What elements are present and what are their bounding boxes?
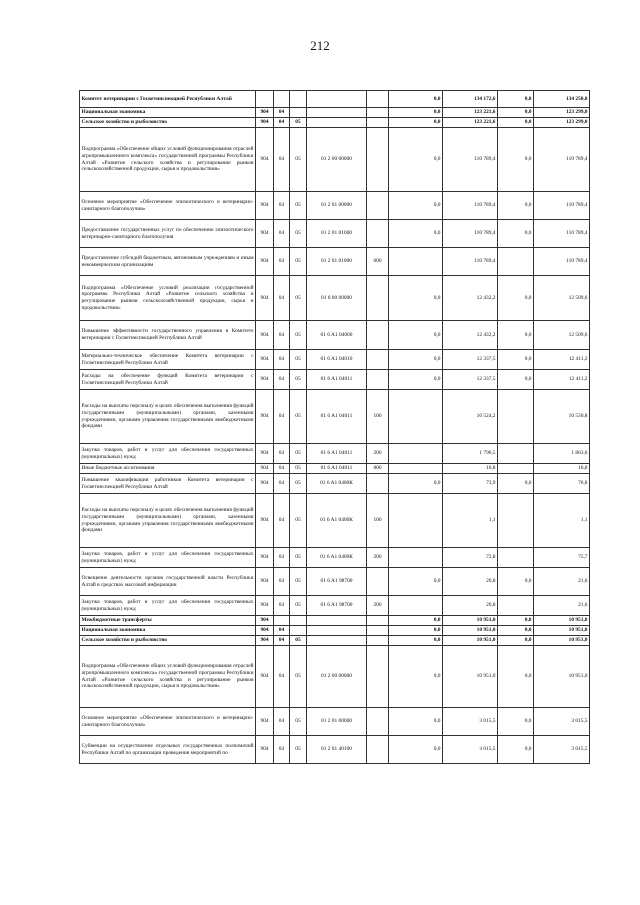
subsection-code-cell: 05 [290, 276, 307, 321]
amount-cell-3 [498, 494, 534, 548]
ministry-code-cell: 904 [256, 464, 274, 474]
amount-cell-1 [389, 494, 443, 548]
expense-type-code-cell [367, 276, 389, 321]
ministry-code-cell: 904 [256, 370, 274, 390]
amount-cell-3 [498, 548, 534, 568]
amount-cell-3 [498, 248, 534, 276]
section-code-cell: 04 [274, 548, 290, 568]
section-code-cell: 04 [274, 192, 290, 220]
amount-cell-2: 12 432,2 [443, 321, 498, 350]
amount-cell-3 [498, 390, 534, 444]
amount-cell-4: 3 015,5 [534, 708, 590, 736]
amount-cell-1: 0,0 [389, 616, 443, 626]
amount-cell-3: 0,0 [498, 118, 534, 128]
subsection-code-cell [290, 108, 307, 118]
section-code-cell: 04 [274, 646, 290, 708]
amount-cell-4: 12 509,6 [534, 321, 590, 350]
expense-type-code-cell: 100 [367, 494, 389, 548]
target-item-code-cell: 01 2 01 01000 [307, 248, 367, 276]
ministry-code-cell: 904 [256, 636, 274, 646]
target-item-code-cell [307, 626, 367, 636]
ministry-code-cell: 904 [256, 646, 274, 708]
amount-cell-4: 16,8 [534, 464, 590, 474]
amount-cell-1 [389, 464, 443, 474]
amount-cell-2: 72,8 [443, 548, 498, 568]
amount-cell-4: 76,8 [534, 474, 590, 494]
subsection-code-cell: 05 [290, 568, 307, 596]
table-row [80, 464, 590, 474]
ministry-code-cell: 904 [256, 108, 274, 118]
amount-cell-1 [389, 548, 443, 568]
amount-cell-3: 0,0 [498, 636, 534, 646]
amount-cell-3: 0,0 [498, 276, 534, 321]
expense-type-code-cell [367, 568, 389, 596]
section-code-cell: 04 [274, 636, 290, 646]
amount-cell-1: 0,0 [389, 646, 443, 708]
table-row [80, 444, 590, 464]
expense-type-code-cell: 200 [367, 444, 389, 464]
section-code-cell: 04 [274, 128, 290, 192]
expense-type-code-cell: 600 [367, 248, 389, 276]
amount-cell-1: 0,0 [389, 708, 443, 736]
amount-cell-1 [389, 390, 443, 444]
item-name-cell: Субвенции на осуществление отдельных государственных полномочий Республики Алтай по организации проведения мероприятий по [80, 736, 256, 764]
amount-cell-1: 0,0 [389, 118, 443, 128]
section-code-cell: 04 [274, 118, 290, 128]
subsection-code-cell: 05 [290, 390, 307, 444]
ministry-code-cell: 904 [256, 220, 274, 248]
expense-type-code-cell [367, 220, 389, 248]
amount-cell-2: 3 015,5 [443, 736, 498, 764]
subsection-code-cell: 05 [290, 736, 307, 764]
item-name-cell: Подпрограмма «Обеспечение условий реализации государственной программы Республики Алтай «Развитие сельского хозяйства и регулирование рынков сельскохозяйственной продукции, сырья и продовольствия» [80, 276, 256, 321]
expense-type-code-cell [367, 108, 389, 118]
amount-cell-3: 0,0 [498, 350, 534, 370]
budget-table [79, 90, 590, 764]
ministry-code-cell [256, 91, 274, 108]
subsection-code-cell: 05 [290, 464, 307, 474]
amount-cell-1: 0,0 [389, 321, 443, 350]
amount-cell-2: 110 789,4 [443, 192, 498, 220]
amount-cell-4: 12 509,6 [534, 276, 590, 321]
expense-type-code-cell: 200 [367, 596, 389, 616]
amount-cell-2: 110 789,4 [443, 128, 498, 192]
subsection-code-cell: 05 [290, 596, 307, 616]
table-row [80, 736, 590, 764]
amount-cell-2: 12 337,5 [443, 350, 498, 370]
section-code-cell: 04 [274, 248, 290, 276]
amount-cell-2: 20,8 [443, 568, 498, 596]
item-name-cell: Национальная экономика [80, 108, 256, 118]
subsection-code-cell: 05 [290, 494, 307, 548]
amount-cell-1: 0,0 [389, 108, 443, 118]
amount-cell-3 [498, 596, 534, 616]
target-item-code-cell: 01 2 01 00000 [307, 192, 367, 220]
subsection-code-cell [290, 626, 307, 636]
amount-cell-2: 110 789,4 [443, 248, 498, 276]
subsection-code-cell [290, 616, 307, 626]
section-code-cell: 04 [274, 276, 290, 321]
table-row [80, 108, 590, 118]
item-name-cell: Основное мероприятие «Обеспечение эпизоотического и ветеринарно-санитарного благополучия» [80, 708, 256, 736]
amount-cell-1: 0,0 [389, 626, 443, 636]
section-code-cell: 04 [274, 568, 290, 596]
table-row [80, 128, 590, 192]
ministry-code-cell: 904 [256, 390, 274, 444]
item-name-cell: Сельское хозяйство и рыболовство [80, 636, 256, 646]
target-item-code-cell: 01 6 A1 04011 [307, 390, 367, 444]
amount-cell-2: 12 432,2 [443, 276, 498, 321]
amount-cell-4: 123 299,0 [534, 108, 590, 118]
section-code-cell: 04 [274, 390, 290, 444]
target-item-code-cell: 01 6 A1 04010 [307, 350, 367, 370]
amount-cell-4: 110 789,4 [534, 128, 590, 192]
amount-cell-3: 0,0 [498, 128, 534, 192]
amount-cell-3: 0,0 [498, 474, 534, 494]
subsection-code-cell: 05 [290, 708, 307, 736]
subsection-code-cell: 05 [290, 350, 307, 370]
subsection-code-cell: 05 [290, 192, 307, 220]
expense-type-code-cell [367, 626, 389, 636]
subsection-code-cell: 05 [290, 248, 307, 276]
item-name-cell: Национальная экономика [80, 626, 256, 636]
table-row [80, 248, 590, 276]
table-row [80, 708, 590, 736]
ministry-code-cell: 904 [256, 118, 274, 128]
amount-cell-1 [389, 248, 443, 276]
subsection-code-cell: 05 [290, 646, 307, 708]
amount-cell-3: 0,0 [498, 616, 534, 626]
amount-cell-2: 10 524,2 [443, 390, 498, 444]
ministry-code-cell: 904 [256, 626, 274, 636]
section-code-cell: 04 [274, 626, 290, 636]
table-row [80, 276, 590, 321]
amount-cell-3: 0,0 [498, 626, 534, 636]
amount-cell-1: 0,0 [389, 128, 443, 192]
item-name-cell: Расходы на выплаты персоналу в целях обеспечения выполнения функций государственными (муниципальными) органами, казенными учреждениями, органами управления государственными внебюджетными фондами [80, 494, 256, 548]
amount-cell-1: 0,0 [389, 192, 443, 220]
section-code-cell: 04 [274, 444, 290, 464]
ministry-code-cell: 904 [256, 474, 274, 494]
table-row [80, 494, 590, 548]
amount-cell-2: 20,8 [443, 596, 498, 616]
amount-cell-1: 0,0 [389, 568, 443, 596]
ministry-code-cell: 904 [256, 444, 274, 464]
target-item-code-cell: 01 2 00 00000 [307, 646, 367, 708]
item-name-cell: Освещение деятельности органов государственной власти Республики Алтай в средствах массовой информации [80, 568, 256, 596]
subsection-code-cell: 05 [290, 220, 307, 248]
subsection-code-cell: 05 [290, 444, 307, 464]
expense-type-code-cell [367, 636, 389, 646]
table-row [80, 626, 590, 636]
ministry-code-cell: 904 [256, 568, 274, 596]
amount-cell-1: 0,0 [389, 370, 443, 390]
amount-cell-3: 0,0 [498, 708, 534, 736]
amount-cell-4: 21,6 [534, 568, 590, 596]
table-row [80, 474, 590, 494]
ministry-code-cell: 904 [256, 708, 274, 736]
expense-type-code-cell [367, 474, 389, 494]
amount-cell-2: 10 951,0 [443, 636, 498, 646]
amount-cell-1: 0,0 [389, 350, 443, 370]
amount-cell-3: 0,0 [498, 220, 534, 248]
target-item-code-cell: 01 6 00 00000 [307, 276, 367, 321]
ministry-code-cell: 904 [256, 548, 274, 568]
table-row [80, 350, 590, 370]
target-item-code-cell: 01 6 A1 04011 [307, 444, 367, 464]
amount-cell-3: 0,0 [498, 91, 534, 108]
item-name-cell: Материально-техническое обеспечение Комитета ветеринарии с Госветинспекцией Республики Алтай [80, 350, 256, 370]
amount-cell-1: 0,0 [389, 736, 443, 764]
section-code-cell: 04 [274, 736, 290, 764]
ministry-code-cell: 904 [256, 276, 274, 321]
amount-cell-4: 10 951,0 [534, 636, 590, 646]
item-name-cell: Подпрограмма «Обеспечение общих условий функционирования отраслей агропромышленного комплекса» государственной программы Республики Алтай «Развитие сельского хозяйства и регулирование рынков сельскохозяйственной продукции, сырья и продовольствия» [80, 128, 256, 192]
amount-cell-1: 0,0 [389, 91, 443, 108]
item-name-cell: Подпрограмма «Обеспечение общих условий функционирования отраслей агропромышленного комплекса» государственной программы Республики Алтай «Развитие сельского хозяйства и регулирование рынков сельскохозяйственной продукции, сырья и продовольствия» [80, 646, 256, 708]
amount-cell-1: 0,0 [389, 474, 443, 494]
section-code-cell: 04 [274, 494, 290, 548]
item-name-cell: Предоставление субсидий бюджетным, автономным учреждениям и иным некоммерческим организациям [80, 248, 256, 276]
amount-cell-2: 123 221,6 [443, 108, 498, 118]
target-item-code-cell: 01 6 A1 98700 [307, 596, 367, 616]
expense-type-code-cell: 200 [367, 548, 389, 568]
expense-type-code-cell [367, 321, 389, 350]
item-name-cell: Иные бюджетные ассигнования [80, 464, 256, 474]
target-item-code-cell: 01 2 00 00000 [307, 128, 367, 192]
amount-cell-4: 10 951,0 [534, 626, 590, 636]
item-name-cell: Основное мероприятие «Обеспечение эпизоотического и ветеринарно-санитарного благополучия» [80, 192, 256, 220]
item-name-cell: Повышение квалификации работников Комитета ветеринарии с Госветинспекцией Республики Алтай [80, 474, 256, 494]
expense-type-code-cell [367, 708, 389, 736]
subsection-code-cell: 05 [290, 548, 307, 568]
expense-type-code-cell [367, 616, 389, 626]
item-name-cell: Закупка товаров, работ и услуг для обеспечения государственных (муниципальных) нужд [80, 548, 256, 568]
ministry-code-cell: 904 [256, 321, 274, 350]
expense-type-code-cell [367, 118, 389, 128]
amount-cell-4: 110 789,4 [534, 192, 590, 220]
item-name-cell: Закупка товаров, работ и услуг для обеспечения государственных (муниципальных) нужд [80, 596, 256, 616]
target-item-code-cell [307, 636, 367, 646]
amount-cell-1 [389, 444, 443, 464]
amount-cell-1: 0,0 [389, 220, 443, 248]
amount-cell-2: 16,8 [443, 464, 498, 474]
amount-cell-2: 10 951,0 [443, 616, 498, 626]
subsection-code-cell: 05 [290, 321, 307, 350]
amount-cell-2: 3 015,5 [443, 708, 498, 736]
ministry-code-cell: 904 [256, 494, 274, 548]
amount-cell-3: 0,0 [498, 646, 534, 708]
amount-cell-2: 73,9 [443, 474, 498, 494]
amount-cell-2: 134 172,6 [443, 91, 498, 108]
amount-cell-4: 110 789,4 [534, 220, 590, 248]
item-name-cell: Закупка товаров, работ и услуг для обеспечения государственных (муниципальных) нужд [80, 444, 256, 464]
amount-cell-2: 1,1 [443, 494, 498, 548]
section-code-cell [274, 616, 290, 626]
expense-type-code-cell [367, 128, 389, 192]
budget-table-body [80, 91, 590, 764]
section-code-cell: 04 [274, 350, 290, 370]
amount-cell-4: 12 411,2 [534, 350, 590, 370]
amount-cell-1: 0,0 [389, 636, 443, 646]
amount-cell-1: 0,0 [389, 276, 443, 321]
item-name-cell: Сельское хозяйство и рыболовство [80, 118, 256, 128]
amount-cell-3: 0,0 [498, 108, 534, 118]
subsection-code-cell: 05 [290, 128, 307, 192]
amount-cell-3 [498, 444, 534, 464]
item-name-cell: Предоставление государственных услуг по обеспечению эпизоотического ветеринарно-санитарного благополучия [80, 220, 256, 248]
table-row [80, 636, 590, 646]
expense-type-code-cell [367, 192, 389, 220]
table-row [80, 548, 590, 568]
expense-type-code-cell [367, 91, 389, 108]
subsection-code-cell: 05 [290, 474, 307, 494]
table-row [80, 616, 590, 626]
amount-cell-4: 1 863,6 [534, 444, 590, 464]
subsection-code-cell: 05 [290, 118, 307, 128]
amount-cell-4: 3 015,5 [534, 736, 590, 764]
section-code-cell: 04 [274, 370, 290, 390]
target-item-code-cell: 01 6 A1 04011 [307, 464, 367, 474]
expense-type-code-cell [367, 646, 389, 708]
table-row [80, 390, 590, 444]
amount-cell-3: 0,0 [498, 370, 534, 390]
table-row [80, 370, 590, 390]
amount-cell-2: 10 951,0 [443, 646, 498, 708]
amount-cell-2: 1 796,5 [443, 444, 498, 464]
amount-cell-3: 0,0 [498, 736, 534, 764]
table-row [80, 192, 590, 220]
target-item-code-cell: 01 6 A1 0400К [307, 494, 367, 548]
amount-cell-3: 0,0 [498, 568, 534, 596]
ministry-code-cell: 904 [256, 736, 274, 764]
table-row [80, 91, 590, 108]
amount-cell-4: 10 530,8 [534, 390, 590, 444]
target-item-code-cell: 01 2 01 01000 [307, 220, 367, 248]
target-item-code-cell [307, 616, 367, 626]
item-name-cell: Межбюджетные трансферты [80, 616, 256, 626]
expense-type-code-cell: 800 [367, 464, 389, 474]
ministry-code-cell: 904 [256, 350, 274, 370]
amount-cell-3: 0,0 [498, 192, 534, 220]
subsection-code-cell: 05 [290, 370, 307, 390]
table-row [80, 321, 590, 350]
amount-cell-4: 10 951,0 [534, 616, 590, 626]
amount-cell-4: 134 250,0 [534, 91, 590, 108]
item-name-cell: Расходы на обеспечение функций Комитета ветеринарии с Госветинспекцией Республики Алтай [80, 370, 256, 390]
amount-cell-2: 123 221,6 [443, 118, 498, 128]
target-item-code-cell [307, 108, 367, 118]
table-row [80, 596, 590, 616]
target-item-code-cell: 01 6 A1 0400К [307, 548, 367, 568]
section-code-cell: 04 [274, 464, 290, 474]
expense-type-code-cell [367, 736, 389, 764]
table-row [80, 118, 590, 128]
item-name-cell: Повышение эффективности государственного управления в Комитете ветеринарии с Госветинспекцией Республики Алтай [80, 321, 256, 350]
amount-cell-4: 123 299,0 [534, 118, 590, 128]
amount-cell-1 [389, 596, 443, 616]
target-item-code-cell: 01 6 A1 98700 [307, 568, 367, 596]
page-number: 212 [310, 38, 330, 53]
target-item-code-cell [307, 118, 367, 128]
amount-cell-3: 0,0 [498, 321, 534, 350]
ministry-code-cell: 904 [256, 596, 274, 616]
amount-cell-4: 110 789,4 [534, 248, 590, 276]
amount-cell-2: 10 951,0 [443, 626, 498, 636]
target-item-code-cell: 01 6 A1 0400К [307, 474, 367, 494]
target-item-code-cell: 01 2 01 00000 [307, 708, 367, 736]
section-code-cell: 04 [274, 220, 290, 248]
section-code-cell: 04 [274, 596, 290, 616]
table-row [80, 220, 590, 248]
section-code-cell: 04 [274, 108, 290, 118]
amount-cell-4: 10 951,0 [534, 646, 590, 708]
ministry-code-cell: 904 [256, 192, 274, 220]
section-code-cell: 04 [274, 708, 290, 736]
amount-cell-4: 21,6 [534, 596, 590, 616]
item-name-cell: Расходы на выплаты персоналу в целях обеспечения выполнения функций государственными (муниципальными) органами, казенными учреждениями, органами управления государственными внебюджетными фондами [80, 390, 256, 444]
section-code-cell [274, 91, 290, 108]
amount-cell-4: 1,1 [534, 494, 590, 548]
expense-type-code-cell [367, 370, 389, 390]
target-item-code-cell: 01 6 A1 04011 [307, 370, 367, 390]
section-code-cell: 04 [274, 474, 290, 494]
subsection-code-cell [290, 91, 307, 108]
expense-type-code-cell: 100 [367, 390, 389, 444]
item-name-cell: Комитет ветеринарии с Госветинспекцией Республики Алтай [80, 91, 256, 108]
ministry-code-cell: 904 [256, 616, 274, 626]
amount-cell-2: 12 337,5 [443, 370, 498, 390]
table-row [80, 568, 590, 596]
target-item-code-cell: 01 2 01 40100 [307, 736, 367, 764]
ministry-code-cell: 904 [256, 128, 274, 192]
amount-cell-2: 110 789,4 [443, 220, 498, 248]
amount-cell-4: 12 411,2 [534, 370, 590, 390]
subsection-code-cell: 05 [290, 636, 307, 646]
table-row [80, 646, 590, 708]
target-item-code-cell: 01 6 A1 04000 [307, 321, 367, 350]
section-code-cell: 04 [274, 321, 290, 350]
expense-type-code-cell [367, 350, 389, 370]
amount-cell-4: 75,7 [534, 548, 590, 568]
ministry-code-cell: 904 [256, 248, 274, 276]
amount-cell-3 [498, 464, 534, 474]
target-item-code-cell [307, 91, 367, 108]
